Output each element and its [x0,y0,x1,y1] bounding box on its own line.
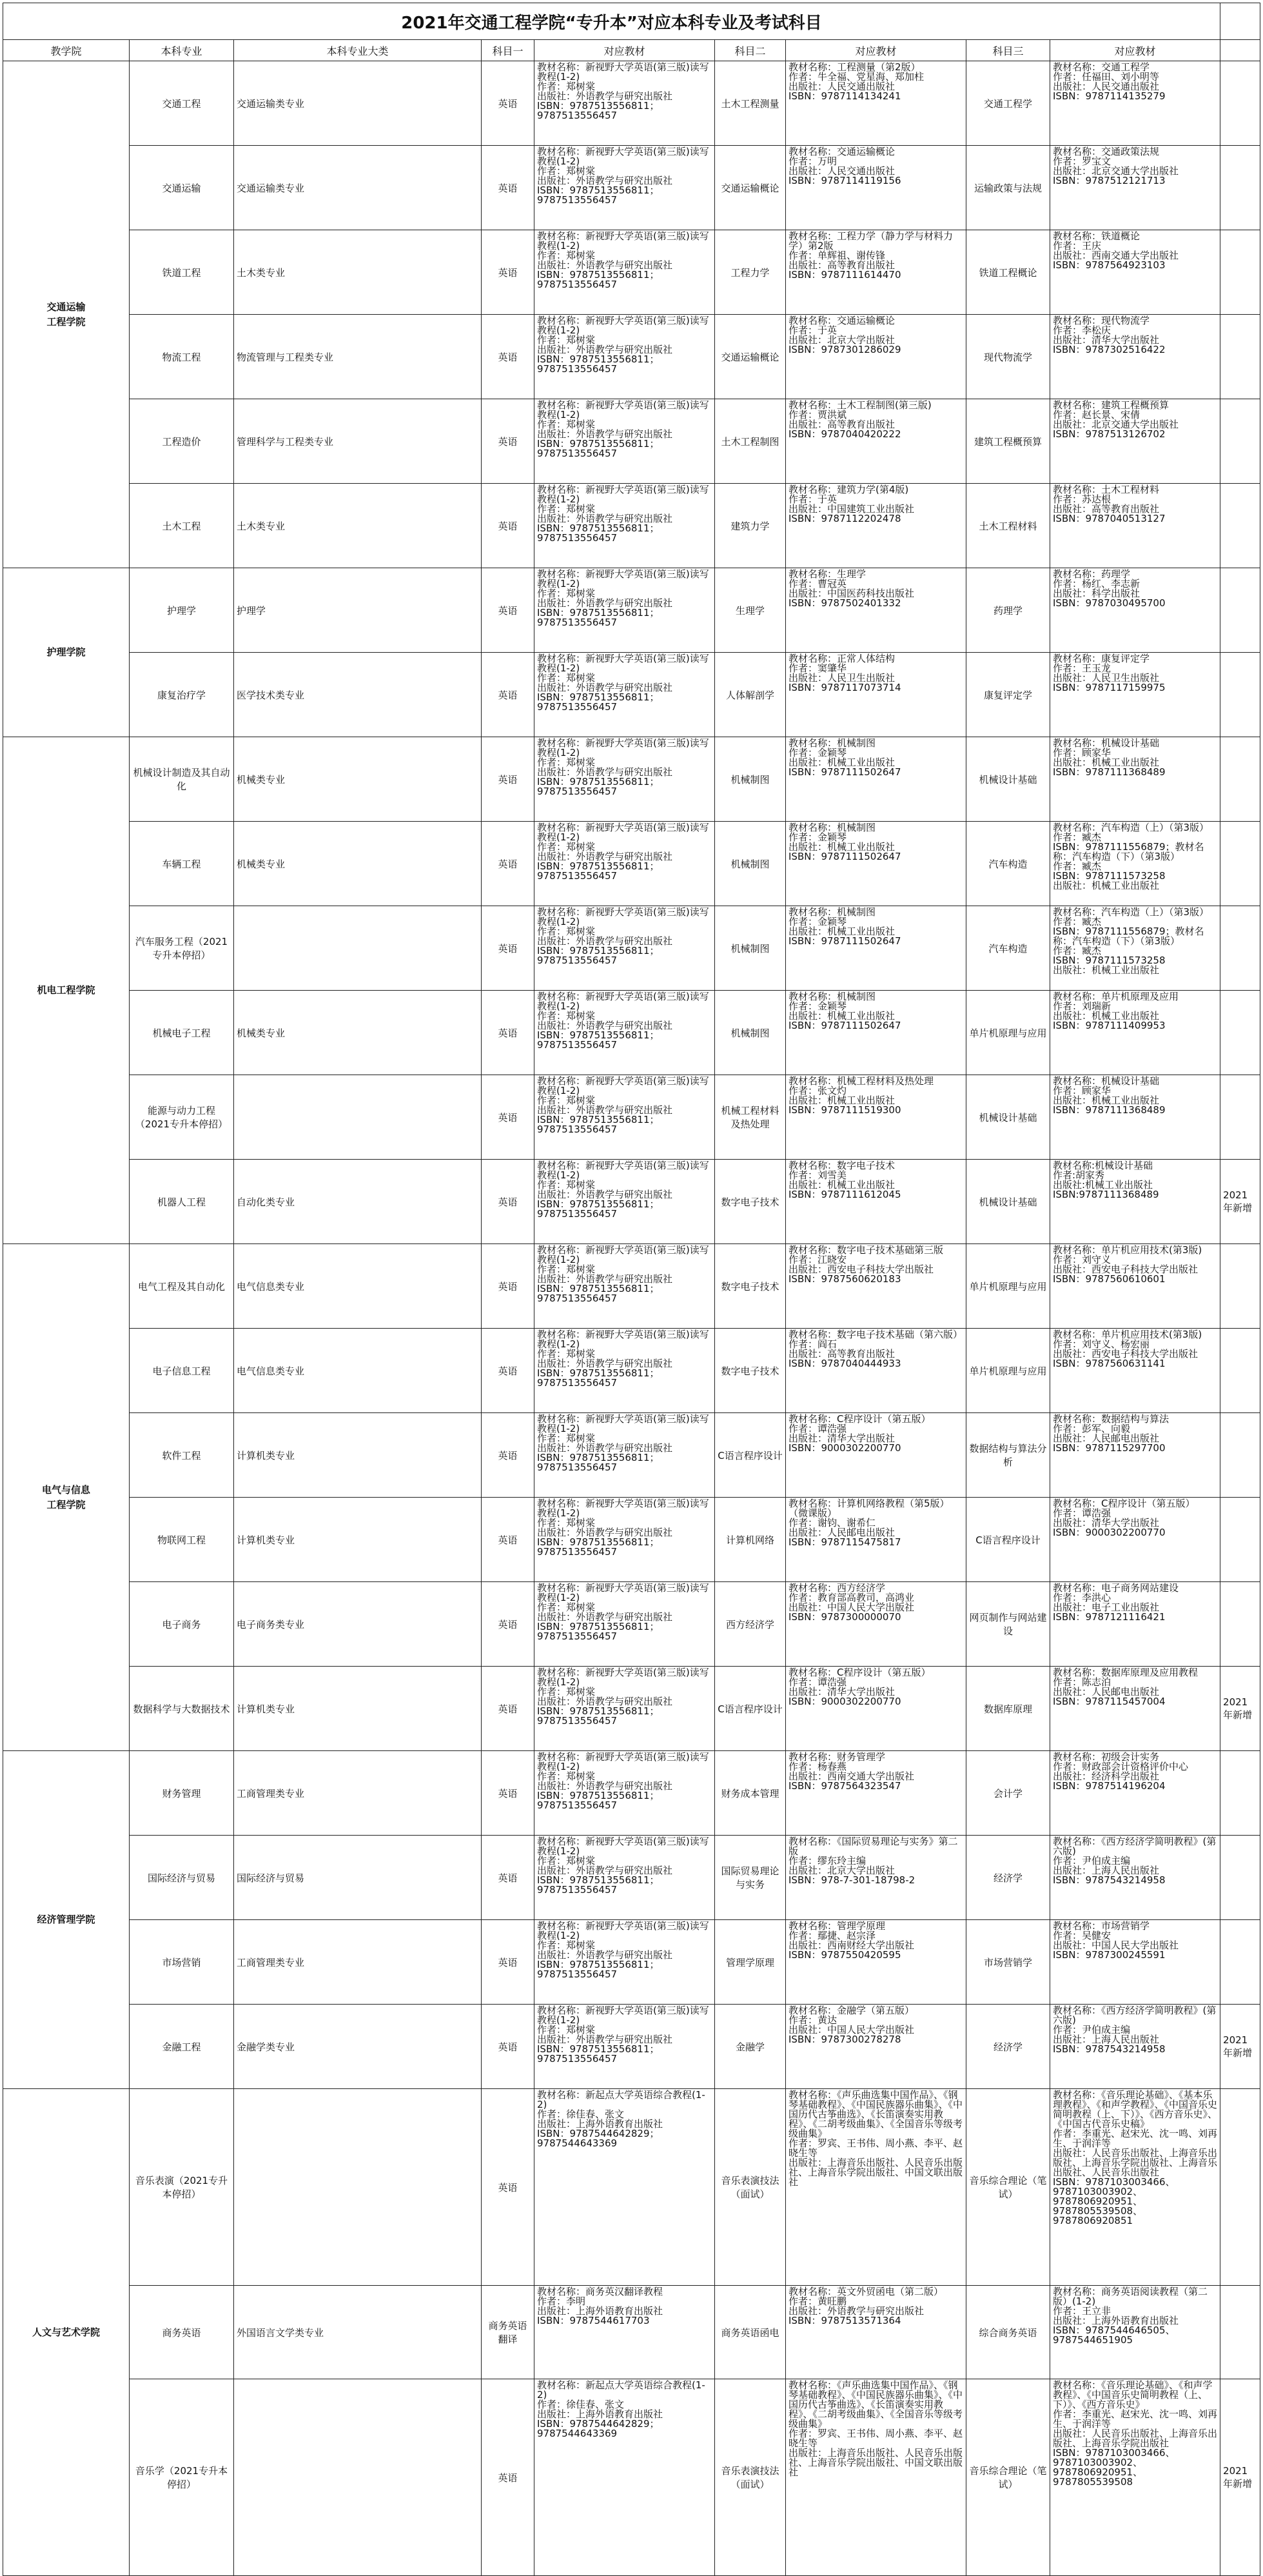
note-cell [1220,61,1260,146]
header-book-1: 对应教材 [534,40,715,61]
book-1-cell: 教材名称：新视野大学英语(第三版)读写教程(1-2) 作者：郑树棠 出版社：外语教学与研究出版社 ISBN：9787513556811；9787513556457 [534,1667,715,1751]
table-row [3,906,1260,991]
note-cell [1220,399,1260,484]
book-2-cell: 教材名称：机械制图 作者：金颖琴 出版社：机械工业出版社 ISBN：9787111502647 [786,991,966,1075]
book-2-cell: 教材名称：生理学 作者：曹冠英 出版社：中国医药科技出版社 ISBN：9787502401332 [786,568,966,653]
table-row [3,315,1260,399]
major-cell: 机械设计制造及其自动化 [130,737,234,822]
book-1-cell: 教材名称：新视野大学英语(第三版)读写教程(1-2) 作者：郑树棠 出版社：外语教学与研究出版社 ISBN：9787513556811；9787513556457 [534,568,715,653]
category-cell: 护理学 [234,568,482,653]
header-book-2: 对应教材 [786,40,966,61]
college-cell: 电气与信息 工程学院 [3,1244,130,1751]
subject-1-cell: 英语 [482,1920,534,2005]
header-college: 教学院 [3,40,130,61]
header-subject-1: 科目一 [482,40,534,61]
book-2-cell: 教材名称：机械工程材料及热处理 作者：张文灼 出版社：机械工业出版社 ISBN：9787111519300 [786,1075,966,1160]
subject-1-cell: 英语 [482,1075,534,1160]
category-cell: 计算机类专业 [234,1667,482,1751]
subject-1-cell: 英语 [482,1582,534,1667]
note-cell [1220,1413,1260,1498]
exam-subjects-sheet [3,3,1260,2576]
subject-1-cell: 英语 [482,1836,534,1920]
book-3-cell: 教材名称：土木工程材料 作者：苏达根 出版社：高等教育出版社 ISBN：9787040513127 [1050,484,1220,568]
subject-2-cell: 建筑力学 [715,484,786,568]
subject-1-cell: 英语 [482,2379,534,2576]
book-3-cell: 教材名称：汽车构造（上）（第3版） 作者：臧杰 ISBN：9787111556879；教材名称：汽车构造（下）（第3版） 作者：臧杰 ISBN：9787111573258 出版社：机械工业出版社 [1050,906,1220,991]
subject-2-cell: 交通运输概论 [715,146,786,230]
book-1-cell: 教材名称：新视野大学英语(第三版)读写教程(1-2) 作者：郑树棠 出版社：外语教学与研究出版社 ISBN：9787513556811；9787513556457 [534,484,715,568]
book-2-cell: 教材名称：数字电子技术 作者：刘雪美 出版社：机械工业出版社 ISBN：9787111612045 [786,1160,966,1244]
college-cell: 护理学院 [3,568,130,737]
subject-1-cell: 英语 [482,1413,534,1498]
book-2-cell: 教材名称：交通运输概论 作者：万明 出版社：人民交通出版社 ISBN：9787114119156 [786,146,966,230]
book-2-cell: 教材名称：正常人体结构 作者：窦肇华 出版社：人民卫生出版社 ISBN：9787117073714 [786,653,966,737]
major-cell: 音乐表演（2021专升本停招） [130,2089,234,2286]
header-subject-2: 科目二 [715,40,786,61]
subject-3-cell: 单片机原理与应用 [966,1329,1050,1413]
book-2-cell: 教材名称：数字电子技术基础第三版 作者：江晓安 出版社：西安电子科技大学出版社 ISBN：9787560620183 [786,1244,966,1329]
major-cell: 物流工程 [130,315,234,399]
subject-2-cell: 机械制图 [715,991,786,1075]
book-1-cell: 教材名称：新视野大学英语(第三版)读写教程(1-2) 作者：郑树棠 出版社：外语教学与研究出版社 ISBN：9787513556811；9787513556457 [534,1582,715,1667]
subject-1-cell: 英语 [482,146,534,230]
major-cell: 金融工程 [130,2005,234,2089]
college-cell: 交通运输 工程学院 [3,61,130,568]
table-row [3,1751,1260,1836]
book-3-cell: 教材名称：交通政策法规 作者：罗宝文 出版社：北京交通大学出版社 ISBN：9787512121713 [1050,146,1220,230]
note-cell [1220,568,1260,653]
subject-1-cell: 英语 [482,1329,534,1413]
note-cell [1220,737,1260,822]
major-cell: 交通运输 [130,146,234,230]
book-1-cell: 教材名称：新视野大学英语(第三版)读写教程(1-2) 作者：郑树棠 出版社：外语教学与研究出版社 ISBN：9787513556811；9787513556457 [534,1751,715,1836]
note-cell: 2021年新增 [1220,2005,1260,2089]
category-cell: 物流管理与工程类专业 [234,315,482,399]
category-cell: 电气信息类专业 [234,1329,482,1413]
table-row [3,822,1260,906]
subject-2-cell: 机械制图 [715,737,786,822]
subject-2-cell: 国际贸易理论与实务 [715,1836,786,1920]
book-2-cell: 教材名称：管理学原理 作者：鄢捷、赵宗泽 出版社：西南财经大学出版社 ISBN：9787550420595 [786,1920,966,2005]
header-subject-3: 科目三 [966,40,1050,61]
note-cell [1220,1836,1260,1920]
title-side-cell [1220,3,1260,40]
subject-1-cell: 英语 [482,1160,534,1244]
table-row [3,1413,1260,1498]
subject-3-cell: 土木工程材料 [966,484,1050,568]
book-3-cell: 教材名称：《音乐理论基础》、《基本乐理教程》、《和声学教程》、《中国音乐史简明教程（上、下）》、《西方音乐史》、《中国古代音乐史稿》 作者：李重光、赵宋光、沈一鸣、刘再生、于润洋等 出版社：人民音乐出版社、上海音乐出版社、上海音乐学院出版社、上海音乐出版社、人民音乐出版社 ISBN：9787103003466、9787103003902、9787806920951、9787805539508、9787806920851 [1050,2089,1220,2286]
subject-3-cell: 会计学 [966,1751,1050,1836]
subject-3-cell: 市场营销学 [966,1920,1050,2005]
subject-1-cell: 英语 [482,568,534,653]
header-book-3: 对应教材 [1050,40,1220,61]
book-2-cell: 教材名称：工程测量（第2版） 作者：牛全福、党星海、郑加柱 出版社：人民交通出版社 ISBN：9787114134241 [786,61,966,146]
subject-3-cell: 机械设计基础 [966,1075,1050,1160]
category-cell: 机械类专业 [234,822,482,906]
subject-2-cell: 机械工程材料及热处理 [715,1075,786,1160]
category-cell: 机械类专业 [234,737,482,822]
subject-2-cell: 西方经济学 [715,1582,786,1667]
category-cell: 工商管理类专业 [234,1920,482,2005]
category-cell [234,1075,482,1160]
book-1-cell: 教材名称：商务英汉翻译教程 作者：李明 出版社：上海外语教育出版社 ISBN：9787544617703 [534,2286,715,2379]
college-cell: 人文与艺术学院 [3,2089,130,2576]
major-cell: 商务英语 [130,2286,234,2379]
book-1-cell: 教材名称：新视野大学英语(第三版)读写教程(1-2) 作者：郑树棠 出版社：外语教学与研究出版社 ISBN：9787513556811；9787513556457 [534,2005,715,2089]
category-cell: 医学技术类专业 [234,653,482,737]
subject-3-cell: 音乐综合理论（笔试） [966,2089,1050,2286]
book-3-cell: 教材名称：单片机原理及应用 作者：刘瑞新 出版社：机械工业出版社 ISBN：9787111409953 [1050,991,1220,1075]
book-3-cell: 教材名称：铁道概论 作者：王庆 出版社：西南交通大学出版社 ISBN：9787564923103 [1050,230,1220,315]
note-cell [1220,822,1260,906]
major-cell: 交通工程 [130,61,234,146]
book-2-cell: 教材名称：数字电子技术基础（第六版） 作者：阎石 出版社：高等教育出版社 ISBN：9787040444933 [786,1329,966,1413]
category-cell: 交通运输类专业 [234,146,482,230]
header-note [1220,40,1260,61]
book-3-cell: 教材名称：电子商务网站建设 作者：李洪心 出版社：电子工业出版社 ISBN：9787121116421 [1050,1582,1220,1667]
subject-3-cell: 现代物流学 [966,315,1050,399]
book-3-cell: 教材名称：数据结构与算法 作者：彭军、向毅 出版社：人民邮电出版社 ISBN：9787115297700 [1050,1413,1220,1498]
major-cell: 电子商务 [130,1582,234,1667]
table-row [3,991,1260,1075]
major-cell: 土木工程 [130,484,234,568]
table-row [3,2379,1260,2576]
subject-1-cell: 英语 [482,906,534,991]
note-cell: 2021年新增 [1220,1160,1260,1244]
table-row [3,484,1260,568]
book-1-cell: 教材名称：新视野大学英语(第三版)读写教程(1-2) 作者：郑树棠 出版社：外语教学与研究出版社 ISBN：9787513556811；9787513556457 [534,230,715,315]
book-2-cell: 教材名称：财务管理学 作者：杨春燕 出版社：西南交通大学出版社 ISBN：9787564323547 [786,1751,966,1836]
major-cell: 电气工程及其自动化 [130,1244,234,1329]
table-row [3,1244,1260,1329]
note-cell [1220,2089,1260,2286]
note-cell [1220,1751,1260,1836]
note-cell [1220,230,1260,315]
major-cell: 铁道工程 [130,230,234,315]
subjects-table [3,3,1260,2576]
book-2-cell: 教材名称：英文外贸函电（第二版） 作者：黄旺鹏 出版社：外语教学与研究出版社 ISBN：9787513571364 [786,2286,966,2379]
category-cell: 工商管理类专业 [234,1751,482,1836]
subject-1-cell: 英语 [482,653,534,737]
note-cell [1220,991,1260,1075]
category-cell [234,2379,482,2576]
book-1-cell: 教材名称：新视野大学英语(第三版)读写教程(1-2) 作者：郑树棠 出版社：外语教学与研究出版社 ISBN：9787513556811；9787513556457 [534,991,715,1075]
book-1-cell: 教材名称：新视野大学英语(第三版)读写教程(1-2) 作者：郑树棠 出版社：外语教学与研究出版社 ISBN：9787513556811；9787513556457 [534,1160,715,1244]
book-1-cell: 教材名称：新视野大学英语(第三版)读写教程(1-2) 作者：郑树棠 出版社：外语教学与研究出版社 ISBN：9787513556811；9787513556457 [534,653,715,737]
book-1-cell: 教材名称：新起点大学英语综合教程(1-2) 作者：徐佳春、张文 出版社：上海外语教育出版社 ISBN：9787544642829；9787544643369 [534,2089,715,2286]
book-3-cell: 教材名称：机械设计基础 作者：顾家华 出版社：机械工业出版社 ISBN：9787111368489 [1050,1075,1220,1160]
book-3-cell: 教材名称：机械设计基础 作者：顾家华 出版社：机械工业出版社 ISBN：9787111368489 [1050,737,1220,822]
book-3-cell: 教材名称：C程序设计（第五版） 作者：谭浩强 出版社：清华大学出版社 ISBN：9000302200770 [1050,1498,1220,1582]
book-2-cell: 教材名称：《声乐曲选集中国作品》、《钢琴基础教程》、《中国民族器乐曲集》、《中国历代古筝曲选》、《长笛演奏实用教程》、《二胡考级曲集》、《全国音乐等级考级曲集》 作者：罗宾、王书伟、周小燕、李平、赵晓生等 出版社：上海音乐出版社、人民音乐出版社、上海音乐学院出版社、中国文联出版社 [786,2089,966,2286]
subject-3-cell: C语言程序设计 [966,1498,1050,1582]
subject-2-cell: 财务成本管理 [715,1751,786,1836]
table-row [3,1075,1260,1160]
subject-2-cell: 生理学 [715,568,786,653]
book-2-cell: 教材名称：金融学（第五版） 作者：黄达 出版社：中国人民大学出版社 ISBN：9787300278278 [786,2005,966,2089]
subject-3-cell: 单片机原理与应用 [966,1244,1050,1329]
major-cell: 车辆工程 [130,822,234,906]
subject-1-cell: 英语 [482,2089,534,2286]
major-cell: 能源与动力工程（2021专升本停招） [130,1075,234,1160]
category-cell [234,2089,482,2286]
subject-2-cell: 交通运输概论 [715,315,786,399]
sheet-title: 2021年交通工程学院“专升本”对应本科专业及考试科目 [3,3,1220,40]
table-row [3,1667,1260,1751]
major-cell: 市场营销 [130,1920,234,2005]
book-2-cell: 教材名称：机械制图 作者：金颖琴 出版社：机械工业出版社 ISBN：9787111502647 [786,906,966,991]
book-2-cell: 教材名称：《国际贸易理论与实务》第二版 作者：缪东玲主编 出版社：北京大学出版社 ISBN：978-7-301-18798-2 [786,1836,966,1920]
table-body [3,61,1260,2576]
major-cell: 机械电子工程 [130,991,234,1075]
subject-2-cell: 金融学 [715,2005,786,2089]
subject-1-cell: 英语 [482,61,534,146]
subject-3-cell: 机械设计基础 [966,737,1050,822]
book-2-cell: 教材名称：土木工程制图(第三版) 作者：贾洪斌 出版社：高等教育出版社 ISBN：9787040420222 [786,399,966,484]
note-cell: 2021年新增 [1220,2379,1260,2576]
subject-3-cell: 单片机原理与应用 [966,991,1050,1075]
subject-3-cell: 汽车构造 [966,822,1050,906]
subject-1-cell: 英语 [482,315,534,399]
book-1-cell: 教材名称：新视野大学英语(第三版)读写教程(1-2) 作者：郑树棠 出版社：外语教学与研究出版社 ISBN：9787513556811；9787513556457 [534,1244,715,1329]
subject-3-cell: 音乐综合理论（笔试） [966,2379,1050,2576]
note-cell [1220,653,1260,737]
book-3-cell: 教材名称：《西方经济学简明教程》(第六版) 作者：尹伯成主编 出版社：上海人民出版社 ISBN：9787543214958 [1050,1836,1220,1920]
category-cell: 国际经济与贸易 [234,1836,482,1920]
book-3-cell: 教材名称：单片机应用技术(第3版) 作者：刘守义、杨宏丽 出版社：西安电子科技大学出版社 ISBN：9787560631141 [1050,1329,1220,1413]
book-1-cell: 教材名称：新起点大学英语综合教程(1-2) 作者：徐佳春、张文 出版社：上海外语教育出版社 ISBN：9787544642829；9787544643369 [534,2379,715,2576]
subject-3-cell: 交通工程学 [966,61,1050,146]
table-row [3,1582,1260,1667]
subject-3-cell: 康复评定学 [966,653,1050,737]
subject-3-cell: 数据结构与算法分析 [966,1413,1050,1498]
book-1-cell: 教材名称：新视野大学英语(第三版)读写教程(1-2) 作者：郑树棠 出版社：外语教学与研究出版社 ISBN：9787513556811；9787513556457 [534,1920,715,2005]
table-row [3,1329,1260,1413]
subject-3-cell: 综合商务英语 [966,2286,1050,2379]
major-cell: 机器人工程 [130,1160,234,1244]
book-3-cell: 教材名称：初级会计实务 作者：财政部会计资格评价中心 出版社：经济科学出版社 ISBN：9787514196204 [1050,1751,1220,1836]
book-1-cell: 教材名称：新视野大学英语(第三版)读写教程(1-2) 作者：郑树棠 出版社：外语教学与研究出版社 ISBN：9787513556811；9787513556457 [534,399,715,484]
book-3-cell: 教材名称：《西方经济学简明教程》(第六版) 作者：尹伯成主编 出版社：上海人民出版社 ISBN：9787543214958 [1050,2005,1220,2089]
subject-2-cell: 数字电子技术 [715,1160,786,1244]
book-3-cell: 教材名称：单片机应用技术(第3版) 作者：刘守义 出版社：西安电子科技大学出版社 ISBN：9787560610601 [1050,1244,1220,1329]
subject-1-cell: 英语 [482,399,534,484]
category-cell: 土木类专业 [234,230,482,315]
book-2-cell: 教材名称：《声乐曲选集中国作品》、《钢琴基础教程》、《中国民族器乐曲集》、《中国历代古筝曲选》、《长笛演奏实用教程》、《二胡考级曲集》、《全国音乐等级考级曲集》 作者：罗宾、王书伟、周小燕、李平、赵晓生等 出版社：上海音乐出版社、人民音乐出版社、上海音乐学院出版社、中国文联出版社 [786,2379,966,2576]
subject-3-cell: 汽车构造 [966,906,1050,991]
major-cell: 国际经济与贸易 [130,1836,234,1920]
book-1-cell: 教材名称：新视野大学英语(第三版)读写教程(1-2) 作者：郑树棠 出版社：外语教学与研究出版社 ISBN：9787513556811；9787513556457 [534,1329,715,1413]
book-1-cell: 教材名称：新视野大学英语(第三版)读写教程(1-2) 作者：郑树棠 出版社：外语教学与研究出版社 ISBN：9787513556811；9787513556457 [534,146,715,230]
category-cell: 机械类专业 [234,991,482,1075]
major-cell: 汽车服务工程（2021专升本停招） [130,906,234,991]
major-cell: 电子信息工程 [130,1329,234,1413]
book-3-cell: 教材名称：数据库原理及应用教程 作者：陈志泊 出版社：人民邮电出版社 ISBN：9787115457004 [1050,1667,1220,1751]
table-row [3,1920,1260,2005]
major-cell: 财务管理 [130,1751,234,1836]
table-row [3,2286,1260,2379]
table-row [3,399,1260,484]
table-row [3,568,1260,653]
book-2-cell: 教材名称：计算机网络教程（第5版）（微课版） 作者：谢钧、谢希仁 出版社：人民邮电出版社 ISBN：9787115475817 [786,1498,966,1582]
subject-2-cell: 机械制图 [715,822,786,906]
category-cell: 土木类专业 [234,484,482,568]
subject-1-cell: 商务英语翻译 [482,2286,534,2379]
table-row [3,146,1260,230]
book-1-cell: 教材名称：新视野大学英语(第三版)读写教程(1-2) 作者：郑树棠 出版社：外语教学与研究出版社 ISBN：9787513556811；9787513556457 [534,1075,715,1160]
book-3-cell: 教材名称：《音乐理论基础》、《和声学教程》、《中国音乐史简明教程（上、下）》、《西方音乐史》 作者：李重光、赵宋光、沈一鸣、刘再生、于润洋等 出版社：人民音乐出版社、上海音乐出版社、上海音乐学院出版社 ISBN：9787103003466、9787103003902、9787806920951、9787805539508 [1050,2379,1220,2576]
category-cell: 外国语言文学类专业 [234,2286,482,2379]
note-cell [1220,906,1260,991]
table-row [3,653,1260,737]
subject-1-cell: 英语 [482,2005,534,2089]
subject-2-cell: 数字电子技术 [715,1329,786,1413]
book-3-cell: 教材名称：现代物流学 作者：李松庆 出版社：清华大学出版社 ISBN：9787302516422 [1050,315,1220,399]
major-cell: 护理学 [130,568,234,653]
note-cell [1220,315,1260,399]
category-cell [234,906,482,991]
book-3-cell: 教材名称：市场营销学 作者：吴健安 出版社：中国人民大学出版社 ISBN：9787300245591 [1050,1920,1220,2005]
major-cell: 音乐学（2021专升本停招） [130,2379,234,2576]
table-row [3,2089,1260,2286]
book-1-cell: 教材名称：新视野大学英语(第三版)读写教程(1-2) 作者：郑树棠 出版社：外语教学与研究出版社 ISBN：9787513556811；9787513556457 [534,315,715,399]
subject-2-cell: 管理学原理 [715,1920,786,2005]
subject-2-cell: 土木工程测量 [715,61,786,146]
book-2-cell: 教材名称：工程力学（静力学与材料力学）第2版 作者：单辉祖、谢传锋 出版社：高等教育出版社 ISBN：9787111614470 [786,230,966,315]
book-2-cell: 教材名称：C程序设计（第五版） 作者：谭浩强 出版社：清华大学出版社 ISBN：9000302200770 [786,1667,966,1751]
book-2-cell: 教材名称：建筑力学(第4版) 作者：于英 出版社：中国建筑工业出版社 ISBN：9787112202478 [786,484,966,568]
book-3-cell: 教材名称:机械设计基础 作者:胡家秀 出版社:机械工业出版社 ISBN:9787111368489 [1050,1160,1220,1244]
book-3-cell: 教材名称：建筑工程概预算 作者：赵长景、宋倩 出版社：北京交通大学出版社 ISBN：9787513126702 [1050,399,1220,484]
subject-2-cell: 音乐表演技法（面试） [715,2379,786,2576]
college-cell: 机电工程学院 [3,737,130,1244]
subject-1-cell: 英语 [482,1667,534,1751]
subject-3-cell: 运输政策与法规 [966,146,1050,230]
book-1-cell: 教材名称：新视野大学英语(第三版)读写教程(1-2) 作者：郑树棠 出版社：外语教学与研究出版社 ISBN：9787513556811；9787513556457 [534,1413,715,1498]
category-cell: 计算机类专业 [234,1413,482,1498]
major-cell: 康复治疗学 [130,653,234,737]
book-3-cell: 教材名称：交通工程学 作者：任福田、刘小明等 出版社：人民交通出版社 ISBN：9787114135279 [1050,61,1220,146]
category-cell: 自动化类专业 [234,1160,482,1244]
major-cell: 物联网工程 [130,1498,234,1582]
header-row [3,40,1260,61]
note-cell: 2021年新增 [1220,1667,1260,1751]
header-category: 本科专业大类 [234,40,482,61]
book-1-cell: 教材名称：新视野大学英语(第三版)读写教程(1-2) 作者：郑树棠 出版社：外语教学与研究出版社 ISBN：9787513556811；9787513556457 [534,1836,715,1920]
major-cell: 数据科学与大数据技术 [130,1667,234,1751]
table-row [3,61,1260,146]
subject-3-cell: 经济学 [966,2005,1050,2089]
note-cell [1220,1244,1260,1329]
subject-1-cell: 英语 [482,991,534,1075]
note-cell [1220,484,1260,568]
subject-2-cell: 音乐表演技法（面试） [715,2089,786,2286]
book-2-cell: 教材名称：交通运输概论 作者：于英 出版社：北京大学出版社 ISBN：9787301286029 [786,315,966,399]
category-cell: 电子商务类专业 [234,1582,482,1667]
subject-3-cell: 经济学 [966,1836,1050,1920]
table-row [3,2005,1260,2089]
subject-1-cell: 英语 [482,1244,534,1329]
subject-2-cell: 数字电子技术 [715,1244,786,1329]
book-2-cell: 教材名称：机械制图 作者：金颖琴 出版社：机械工业出版社 ISBN：9787111502647 [786,737,966,822]
table-row [3,1498,1260,1582]
subject-2-cell: 计算机网络 [715,1498,786,1582]
table-row [3,737,1260,822]
category-cell: 电气信息类专业 [234,1244,482,1329]
book-2-cell: 教材名称：西方经济学 作者：教育部高教司，高鸿业 出版社：中国人民大学出版社 ISBN：9787300000070 [786,1582,966,1667]
book-2-cell: 教材名称：C程序设计（第五版） 作者：谭浩强 出版社：清华大学出版社 ISBN：9000302200770 [786,1413,966,1498]
note-cell [1220,1329,1260,1413]
category-cell: 金融学类专业 [234,2005,482,2089]
subject-1-cell: 英语 [482,822,534,906]
header-major: 本科专业 [130,40,234,61]
note-cell [1220,1920,1260,2005]
book-3-cell: 教材名称：汽车构造（上）（第3版） 作者：臧杰 ISBN：9787111556879；教材名称：汽车构造（下）（第3版） 作者：臧杰 ISBN：9787111573258 出版社：机械工业出版社 [1050,822,1220,906]
subject-1-cell: 英语 [482,484,534,568]
subject-3-cell: 建筑工程概预算 [966,399,1050,484]
book-3-cell: 教材名称：药理学 作者：杨红、李志新 出版社：科学出版社 ISBN：9787030495700 [1050,568,1220,653]
category-cell: 交通运输类专业 [234,61,482,146]
table-row [3,1160,1260,1244]
note-cell [1220,2286,1260,2379]
note-cell [1220,1075,1260,1160]
subject-2-cell: C语言程序设计 [715,1413,786,1498]
subject-2-cell: 工程力学 [715,230,786,315]
major-cell: 工程造价 [130,399,234,484]
category-cell: 管理科学与工程类专业 [234,399,482,484]
subject-3-cell: 铁道工程概论 [966,230,1050,315]
book-1-cell: 教材名称：新视野大学英语(第三版)读写教程(1-2) 作者：郑树棠 出版社：外语教学与研究出版社 ISBN：9787513556811；9787513556457 [534,906,715,991]
subject-1-cell: 英语 [482,1751,534,1836]
subject-1-cell: 英语 [482,737,534,822]
note-cell [1220,146,1260,230]
subject-3-cell: 机械设计基础 [966,1160,1050,1244]
subject-3-cell: 网页制作与网站建设 [966,1582,1050,1667]
note-cell [1220,1498,1260,1582]
book-1-cell: 教材名称：新视野大学英语(第三版)读写教程(1-2) 作者：郑树棠 出版社：外语教学与研究出版社 ISBN：9787513556811；9787513556457 [534,1498,715,1582]
college-cell: 经济管理学院 [3,1751,130,2089]
major-cell: 软件工程 [130,1413,234,1498]
subject-1-cell: 英语 [482,1498,534,1582]
subject-1-cell: 英语 [482,230,534,315]
subject-2-cell: 人体解剖学 [715,653,786,737]
category-cell: 计算机类专业 [234,1498,482,1582]
book-3-cell: 教材名称：商务英语阅读教程（第二版）(1-2) 作者：王立非 出版社：上海外语教育出版社 ISBN：9787544646505、9787544651905 [1050,2286,1220,2379]
subject-2-cell: 土木工程制图 [715,399,786,484]
book-1-cell: 教材名称：新视野大学英语(第三版)读写教程(1-2) 作者：郑树棠 出版社：外语教学与研究出版社 ISBN：9787513556811；9787513556457 [534,822,715,906]
book-1-cell: 教材名称：新视野大学英语(第三版)读写教程(1-2) 作者：郑树棠 出版社：外语教学与研究出版社 ISBN：9787513556811；9787513556457 [534,737,715,822]
book-1-cell: 教材名称：新视野大学英语(第三版)读写教程(1-2) 作者：郑树棠 出版社：外语教学与研究出版社 ISBN：9787513556811；9787513556457 [534,61,715,146]
subject-3-cell: 数据库原理 [966,1667,1050,1751]
subject-2-cell: 商务英语函电 [715,2286,786,2379]
subject-3-cell: 药理学 [966,568,1050,653]
subject-2-cell: 机械制图 [715,906,786,991]
subject-2-cell: C语言程序设计 [715,1667,786,1751]
book-3-cell: 教材名称：康复评定学 作者：王玉龙 出版社：人民卫生出版社 ISBN：9787117159975 [1050,653,1220,737]
table-row [3,1836,1260,1920]
note-cell [1220,1582,1260,1667]
book-2-cell: 教材名称：机械制图 作者：金颖琴 出版社：机械工业出版社 ISBN：9787111502647 [786,822,966,906]
table-row [3,230,1260,315]
